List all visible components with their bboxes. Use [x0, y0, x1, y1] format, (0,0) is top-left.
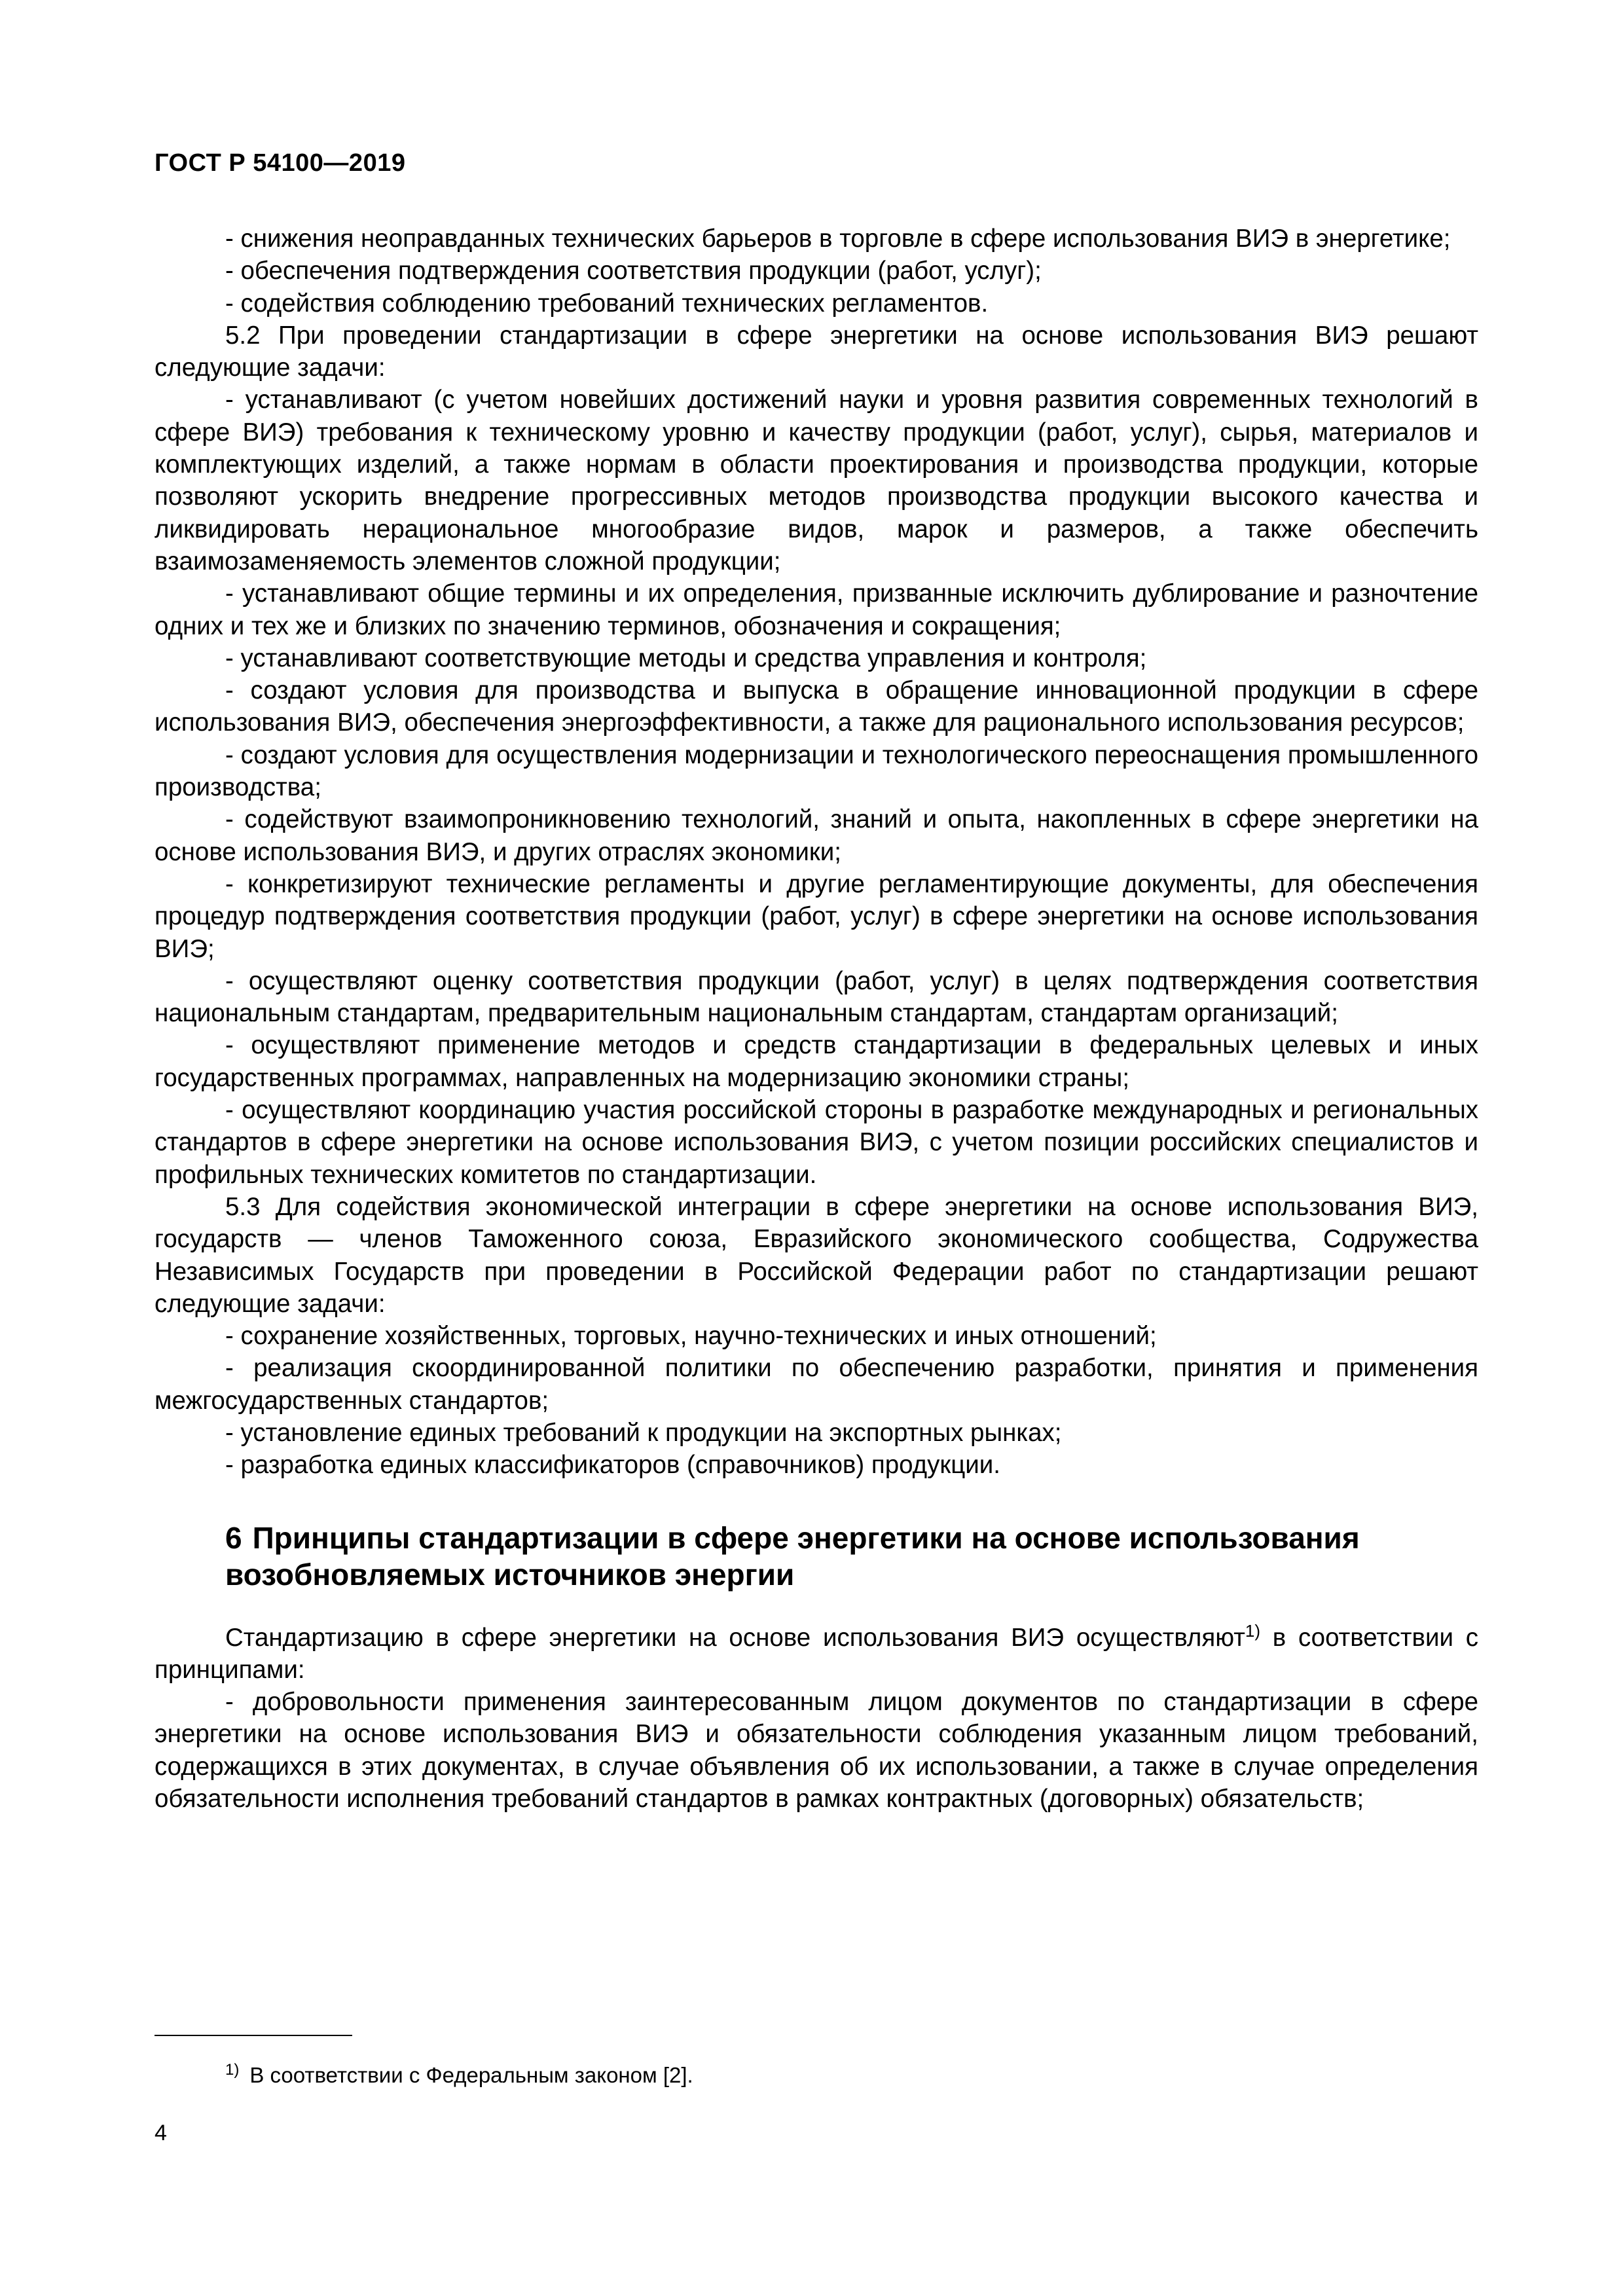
list-item: - обеспечения подтверждения соответствия продукции (работ, услуг); — [225, 257, 1042, 285]
page-number: 4 — [155, 2121, 167, 2145]
clause-5-3: 5.3 Для содействия экономической интеграции в сфере энергетики на основе использования ВИЭ, государств — членов Таможенного союза, Евразийского экономического сообщества, Содружества Независимых Государств при проведении в Российской Федерации работ по стандартизации решают следующие задачи: — [155, 1192, 1478, 1318]
list-item: - установление единых требований к продукции на экспортных рынках; — [225, 1418, 1062, 1447]
list-item: - содействия соблюдению требований технических регламентов. — [225, 289, 989, 318]
list-item: - создают условия для осуществления модернизации и технологического переоснащения промышленного производства; — [155, 740, 1478, 802]
list-item: - разработка единых классификаторов (справочников) продукции. — [225, 1451, 1000, 1480]
clause-5-2: 5.2 При проведении стандартизации в сфере энергетики на основе использования ВИЭ решают следующие задачи: — [155, 321, 1478, 382]
footnote — [225, 2062, 693, 2088]
intro-text: Стандартизацию в сфере энергетики на основе использования ВИЭ осуществляют — [225, 1623, 1245, 1652]
list-item: - устанавливают общие термины и их определения, призванные исключить дублирование и разночтение одних и тех же и близких по значению терминов, обозначения и сокращения; — [155, 579, 1478, 640]
list-item: - реализация скоординированной политики по обеспечению разработки, принятия и применения межгосударственных стандартов; — [155, 1354, 1478, 1415]
list-item: - осуществляют оценку соответствия продукции (работ, услуг) в целях подтверждения соответствия национальным стандартам, предварительным национальным стандартам, стандартам организаций; — [155, 966, 1478, 1028]
footnote-marker: 1) — [225, 2061, 240, 2079]
section-6-heading — [155, 1520, 1478, 1593]
footnote-text: В соответствии с Федеральным законом [2]. — [249, 2063, 693, 2087]
section-6-intro — [155, 1622, 1478, 1686]
document-designation: ГОСТ Р 54100—2019 — [155, 149, 406, 177]
main-text — [155, 223, 1478, 1815]
list-item: - создают условия для производства и выпуска в обращение инновационной продукции в сфере использования ВИЭ, обеспечения энергоэффективности, а также для рационального использования ресурсов; — [155, 676, 1478, 737]
intro-text-continued: в соответствии с принципами: — [155, 1623, 1478, 1684]
footnote-divider — [155, 2035, 352, 2036]
list-item: - осуществляют применение методов и средств стандартизации в федеральных целевых и иных государственных программах, направленных на модернизацию экономики страны; — [155, 1031, 1478, 1092]
list-item: - осуществляют координацию участия российской стороны в разработке международных и региональных стандартов в сфере энергетики на основе использования ВИЭ, с учетом позиции российских специалистов и профильных технических комитетов по стандартизации. — [155, 1096, 1478, 1189]
section-title-text: Принципы стандартизации в сфере энергетики на основе использования возобновляемых источников энергии — [225, 1520, 1360, 1592]
list-item: - конкретизируют технические регламенты и другие регламентирующие документы, для обеспечения процедур подтверждения соответствия продукции (работ, услуг) в сфере энергетики на основе использования ВИЭ; — [155, 869, 1478, 963]
list-item: - содействуют взаимопроникновению технологий, знаний и опыта, накопленных в сфере энергетики на основе использования ВИЭ, и других отраслях экономики; — [155, 805, 1478, 866]
list-item: - снижения неоправданных технических барьеров в торговле в сфере использования ВИЭ в энергетике; — [225, 225, 1451, 253]
section-number: 6 — [225, 1520, 242, 1555]
list-item: - сохранение хозяйственных, торговых, научно-технических и иных отношений; — [225, 1322, 1157, 1351]
footnote-reference: 1) — [1245, 1620, 1260, 1641]
list-item: - добровольности применения заинтересованным лицом документов по стандартизации в сфере энергетики на основе использования ВИЭ и обязательности соблюдения указанным лицом требований, содержащихся в этих документах, в случае объявления об их использовании, а также в случае определения обязательности исполнения требований стандартов в рамках контрактных (договорных) обязательств; — [155, 1688, 1478, 1813]
list-item: - устанавливают (с учетом новейших достижений науки и уровня развития современных технологий в сфере ВИЭ) требования к техническому уровню и качеству продукции (работ, услуг), сырья, материалов и комплектующих изделий, а также нормам в области проектирования и производства продукции, которые позволяют ускорить внедрение прогрессивных методов производства продукции высокого качества и ликвидировать нерациональное многообразие видов, марок и размеров, а также обеспечить взаимозаменяемость элементов сложной продукции; — [155, 386, 1478, 575]
list-item: - устанавливают соответствующие методы и средства управления и контроля; — [225, 644, 1147, 672]
